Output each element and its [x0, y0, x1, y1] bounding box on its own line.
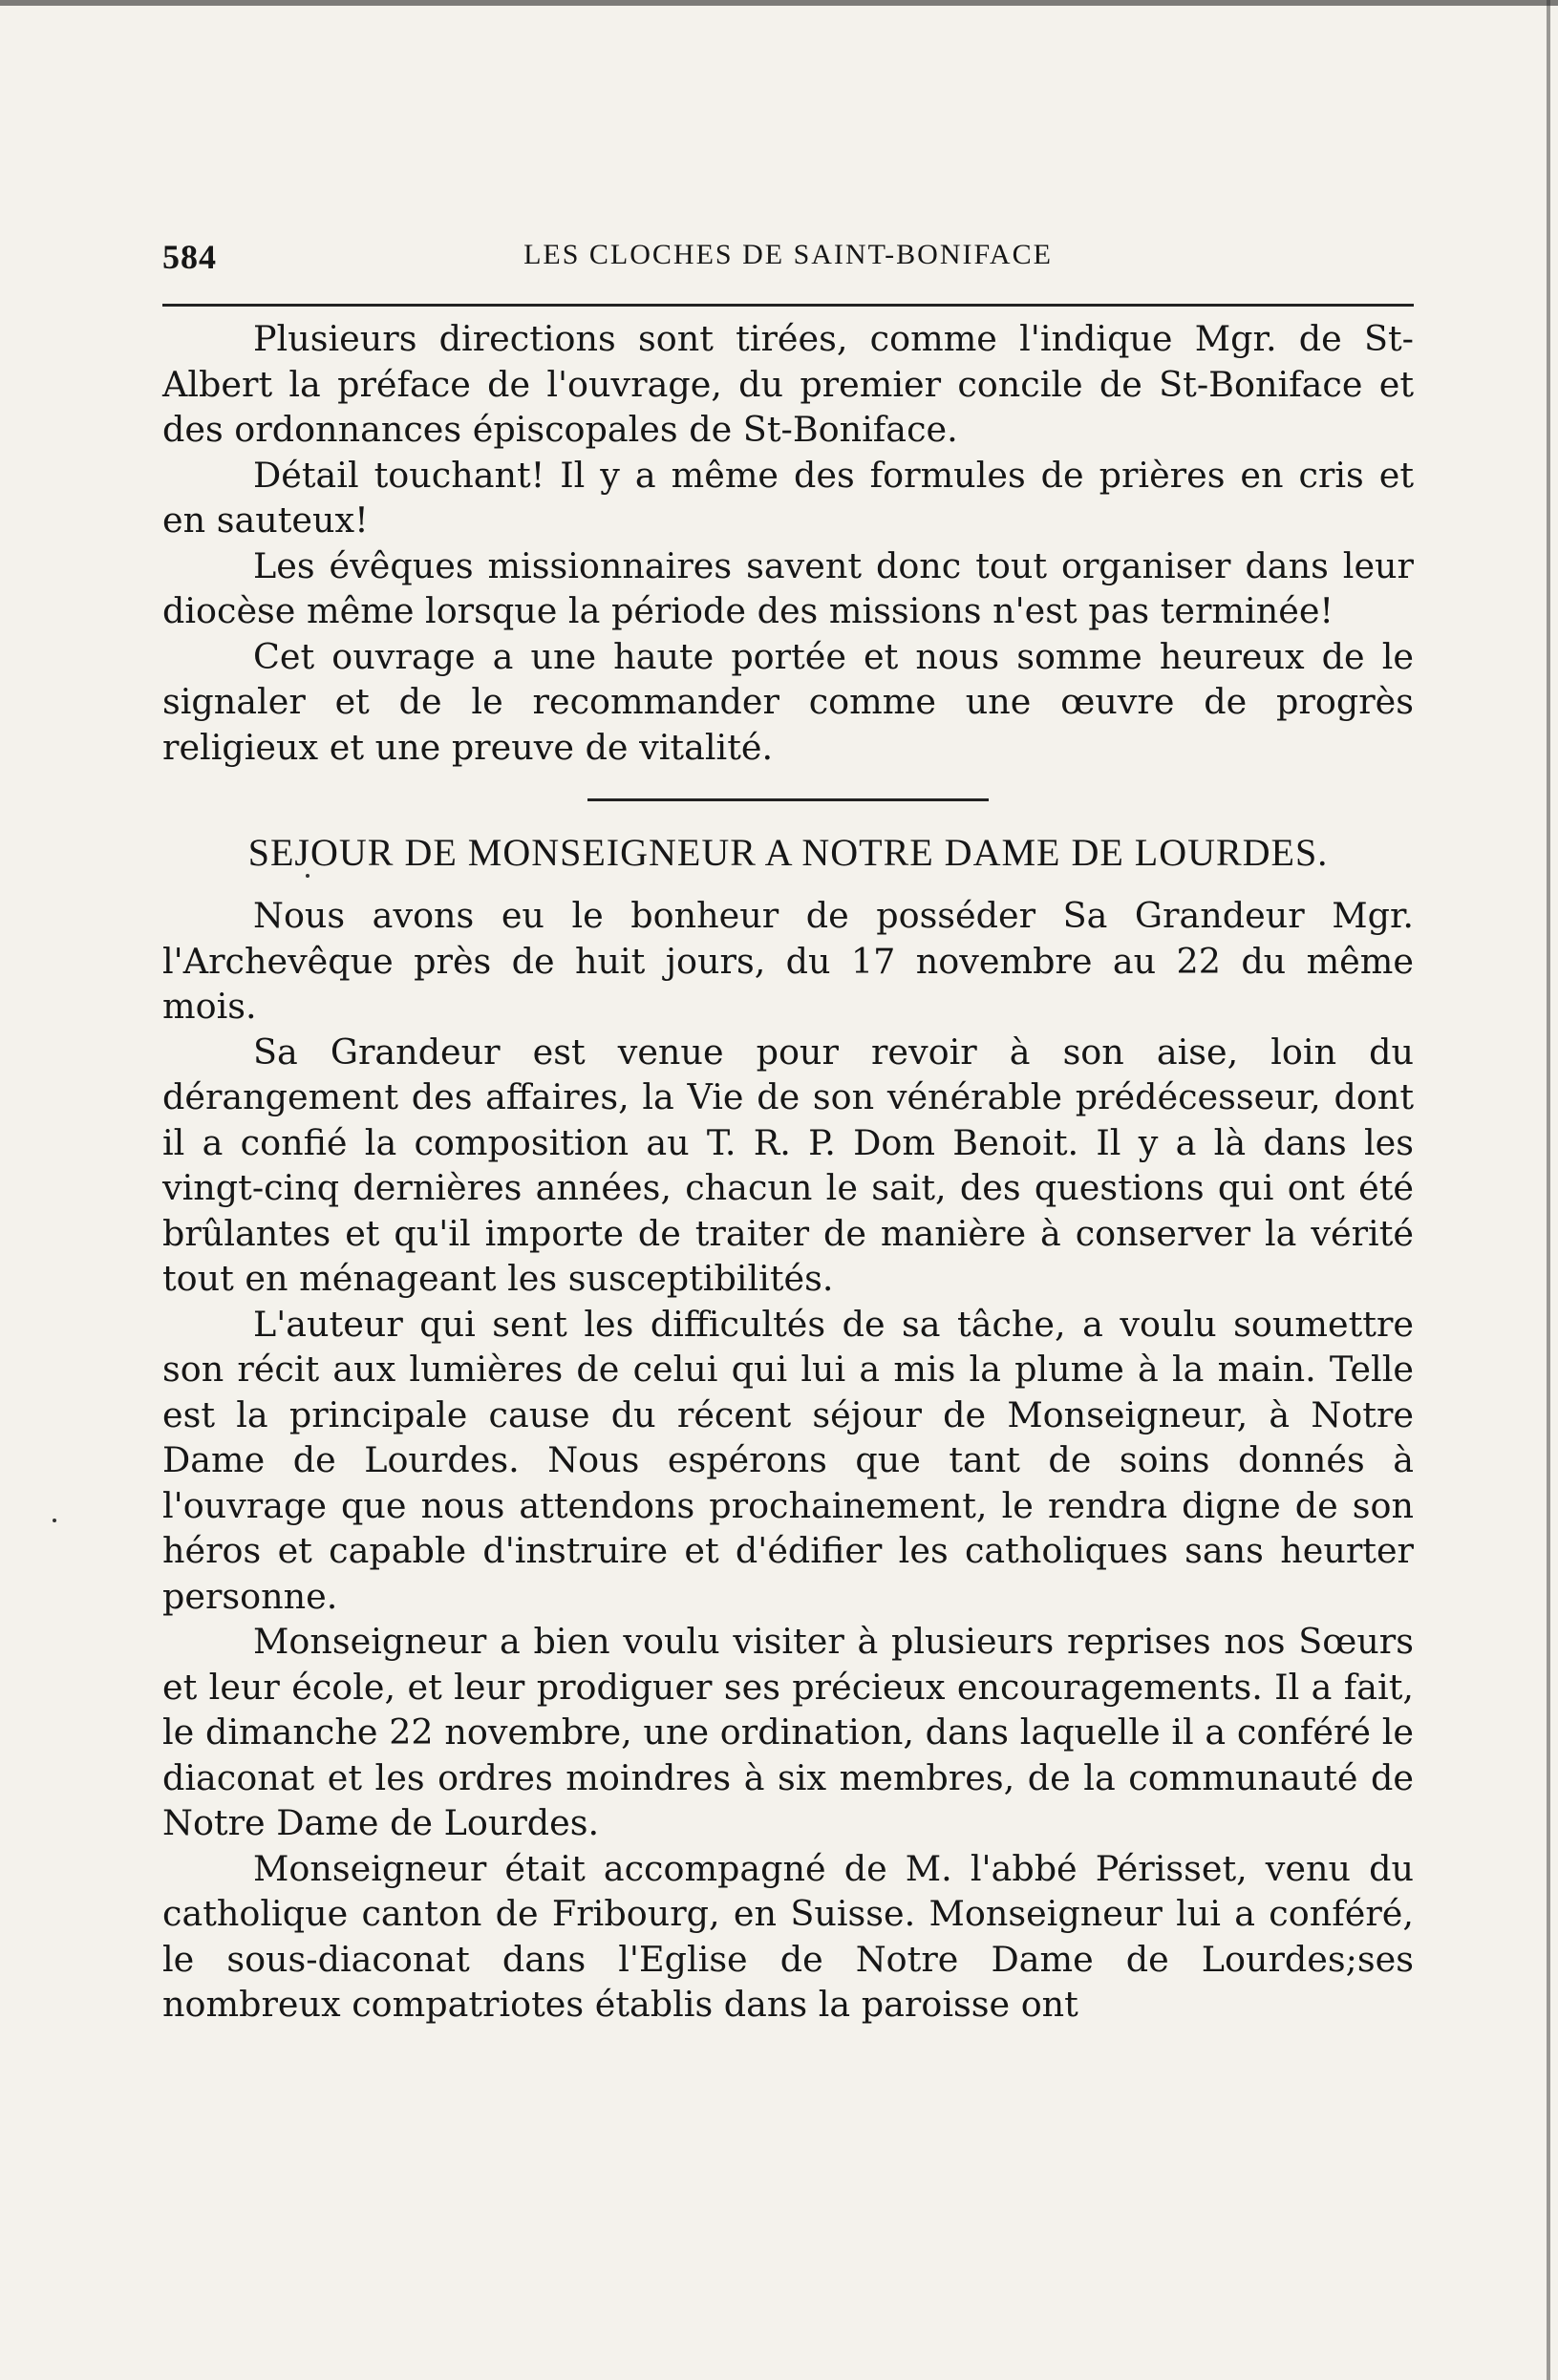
paragraph: Monseigneur était accompagné de M. l'abbé Périsset, venu du catholique canton de Fribourg, en Suisse. Monseigneur lui a conféré, le sous-diaconat dans l'Eglise de Notre Dame de Lourdes;ses nombreux compatriotes établis dans la paroisse ont — [162, 1847, 1414, 2025]
section-divider — [587, 798, 989, 801]
paragraph: Plusieurs directions sont tirées, comme l'indique Mgr. de St-Albert la préface de l'ouvrage, du premier concile de St-Boniface et des ordonnances épiscopales de St-Boniface. — [162, 318, 1414, 450]
page-number: 584 — [162, 238, 217, 276]
running-head — [162, 229, 1414, 287]
running-title: LES CLOCHES DE SAINT-BONIFACE — [523, 239, 1053, 270]
scan-edge-top — [0, 0, 1558, 6]
paragraph: Détail touchant! Il y a même des formules de prières en cris et en sauteux! — [162, 454, 1414, 541]
intro-text — [162, 316, 1414, 770]
paragraph: Sa Grandeur est venue pour revoir à son aise, loin du dérangement des affaires, la Vie de son vénérable prédécesseur, dont il a confié la composition au T. R. P. Dom Benoit. Il y a là dans les vingt-cinq dernières années, chacun le sait, des questions qui ont été brûlantes et qu'il importe de traiter de manière à conserver la vérité tout en ménageant les susceptibilités. — [162, 1031, 1414, 1299]
paragraph: Cet ouvrage a une haute portée et nous somme heureux de le signaler et de le recommander comme une œuvre de progrès religieux et une preuve de vitalité. — [162, 635, 1414, 768]
section-title: SEJOUR DE MONSEIGNEUR A NOTRE DAME DE LOURDES. — [247, 831, 1329, 874]
scan-speck — [53, 1519, 56, 1522]
paragraph: Les évêques missionnaires savent donc tout organiser dans leur diocèse même lorsque la période des missions n'est pas terminée! — [162, 544, 1414, 631]
book-page — [162, 229, 1414, 2028]
paragraph: Monseigneur a bien voulu visiter à plusieurs reprises nos Sœurs et leur école, et leur prodiguer ses précieux encouragements. Il a fait, le dimanche 22 novembre, une ordination, dans laquelle il a conféré le diaconat et les ordres moindres à six membres, de la communauté de Notre Dame de Lourdes. — [162, 1621, 1414, 1843]
section-text — [162, 893, 1414, 2028]
scan-edge-right — [1547, 0, 1550, 2380]
paragraph: Nous avons eu le bonheur de posséder Sa Grandeur Mgr. l'Archevêque près de huit jours, du 17 novembre au 22 du même mois. — [162, 895, 1414, 1027]
paragraph: L'auteur qui sent les difficultés de sa tâche, a voulu soumettre son récit aux lumières de celui qui lui a mis la plume à la main. Telle est la principale cause du récent séjour de Monseigneur, à Notre Dame de Lourdes. Nous espérons que tant de soins donnés à l'ouvrage que nous attendons prochainement, le rendra digne de son héros et capable d'instruire et d'édifier les catholiques sans heurter personne. — [162, 1303, 1414, 1617]
header-rule — [162, 304, 1414, 307]
